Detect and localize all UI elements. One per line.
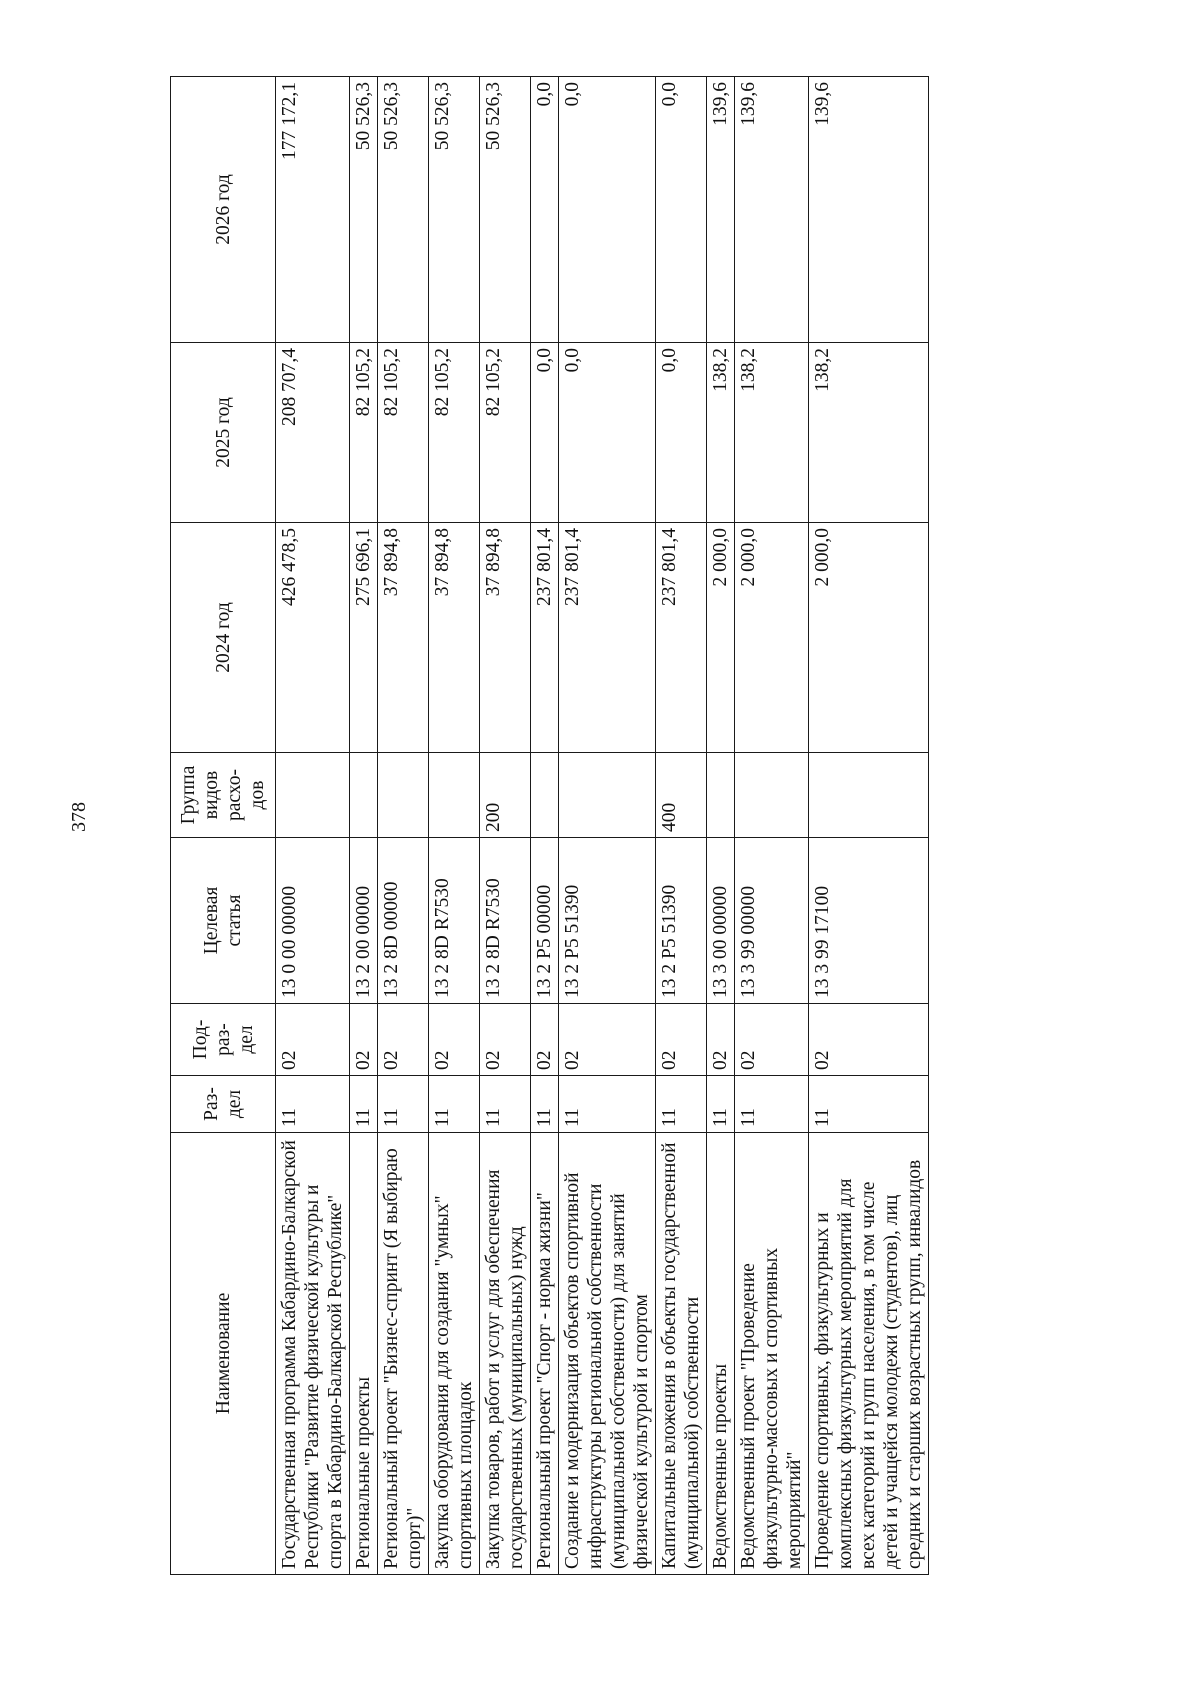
cell-2025: 82 105,2 <box>350 343 378 523</box>
cell-2025: 138,2 <box>707 343 735 523</box>
cell-group <box>735 753 809 838</box>
header-section: Раз- дел <box>171 1076 276 1133</box>
cell-group <box>531 753 559 838</box>
cell-2026: 50 526,3 <box>378 77 429 343</box>
cell-2024: 426 478,5 <box>276 523 350 753</box>
cell-section: 11 <box>350 1076 378 1133</box>
cell-name: Закупка оборудования для создания "умных" спортивных площадок <box>429 1133 480 1575</box>
cell-name: Ведомственные проекты <box>707 1133 735 1575</box>
cell-section: 11 <box>378 1076 429 1133</box>
cell-2024: 2 000,0 <box>735 523 809 753</box>
cell-target: 13 2 8D R7530 <box>480 838 531 1004</box>
table-row <box>707 77 735 1575</box>
cell-group: 400 <box>656 753 707 838</box>
cell-target: 13 3 00 00000 <box>707 838 735 1004</box>
cell-2026: 0,0 <box>559 77 656 343</box>
cell-subsection: 02 <box>350 1004 378 1076</box>
cell-2024: 37 894,8 <box>480 523 531 753</box>
table-row <box>480 77 531 1575</box>
cell-section: 11 <box>480 1076 531 1133</box>
table-row <box>429 77 480 1575</box>
table-row <box>531 77 559 1575</box>
cell-2026: 139,6 <box>707 77 735 343</box>
cell-target: 13 2 P5 51390 <box>656 838 707 1004</box>
cell-name: Региональный проект "Спорт - норма жизни" <box>531 1133 559 1575</box>
cell-2025: 82 105,2 <box>429 343 480 523</box>
rotated-table-container <box>170 75 1070 1575</box>
table-row <box>735 77 809 1575</box>
cell-2024: 37 894,8 <box>429 523 480 753</box>
cell-subsection: 02 <box>656 1004 707 1076</box>
cell-group <box>559 753 656 838</box>
cell-section: 11 <box>809 1076 929 1133</box>
cell-name: Региональный проект "Бизнес-спринт (Я выбираю спорт)" <box>378 1133 429 1575</box>
cell-subsection: 02 <box>276 1004 350 1076</box>
header-2024: 2024 год <box>171 523 276 753</box>
cell-target: 13 2 8D 00000 <box>378 838 429 1004</box>
table-row <box>276 77 350 1575</box>
header-group: Группа видов расхо- дов <box>171 753 276 838</box>
page-number: 378 <box>68 802 90 832</box>
cell-2024: 237 801,4 <box>559 523 656 753</box>
cell-2025: 208 707,4 <box>276 343 350 523</box>
table-row <box>350 77 378 1575</box>
cell-2026: 0,0 <box>531 77 559 343</box>
cell-2024: 2 000,0 <box>707 523 735 753</box>
cell-name: Капитальные вложения в объекты государственной (муниципальной) собственности <box>656 1133 707 1575</box>
cell-group <box>350 753 378 838</box>
cell-subsection: 02 <box>735 1004 809 1076</box>
cell-2026: 139,6 <box>735 77 809 343</box>
cell-target: 13 2 P5 51390 <box>559 838 656 1004</box>
cell-group <box>276 753 350 838</box>
cell-target: 13 3 99 00000 <box>735 838 809 1004</box>
cell-section: 11 <box>559 1076 656 1133</box>
cell-section: 11 <box>707 1076 735 1133</box>
cell-2024: 237 801,4 <box>656 523 707 753</box>
cell-name: Проведение спортивных, физкультурных и комплексных физкультурных мероприятий для всех категорий и групп населения, в том числе детей и учащейся молодежи (студентов), лиц средних и старших возрастных групп, инвалидов <box>809 1133 929 1575</box>
cell-2024: 237 801,4 <box>531 523 559 753</box>
header-2025: 2025 год <box>171 343 276 523</box>
cell-2026: 0,0 <box>656 77 707 343</box>
header-2026: 2026 год <box>171 77 276 343</box>
cell-2025: 82 105,2 <box>480 343 531 523</box>
cell-2025: 138,2 <box>809 343 929 523</box>
table-row <box>809 77 929 1575</box>
header-name: Наименование <box>171 1133 276 1575</box>
cell-group <box>707 753 735 838</box>
cell-subsection: 02 <box>707 1004 735 1076</box>
cell-group <box>378 753 429 838</box>
cell-2026: 50 526,3 <box>350 77 378 343</box>
cell-2024: 2 000,0 <box>809 523 929 753</box>
cell-section: 11 <box>531 1076 559 1133</box>
cell-target: 13 3 99 17100 <box>809 838 929 1004</box>
cell-name: Ведомственный проект "Проведение физкультурно-массовых и спортивных мероприятий" <box>735 1133 809 1575</box>
cell-subsection: 02 <box>531 1004 559 1076</box>
cell-subsection: 02 <box>480 1004 531 1076</box>
cell-section: 11 <box>429 1076 480 1133</box>
cell-2025: 0,0 <box>656 343 707 523</box>
cell-target: 13 2 00 00000 <box>350 838 378 1004</box>
table-row <box>559 77 656 1575</box>
cell-2026: 139,6 <box>809 77 929 343</box>
cell-2025: 0,0 <box>531 343 559 523</box>
header-target: Целевая статья <box>171 838 276 1004</box>
cell-2025: 0,0 <box>559 343 656 523</box>
cell-subsection: 02 <box>429 1004 480 1076</box>
cell-2024: 275 696,1 <box>350 523 378 753</box>
cell-2024: 37 894,8 <box>378 523 429 753</box>
cell-2025: 82 105,2 <box>378 343 429 523</box>
cell-name: Создание и модернизация объектов спортивной инфраструктуры региональной собственности (муниципальной собственности) для занятий физической культурой и спортом <box>559 1133 656 1575</box>
cell-group <box>809 753 929 838</box>
header-subsection: Под- раз- дел <box>171 1004 276 1076</box>
cell-name: Государственная программа Кабардино-Балкарской Республики "Развитие физической культуры и спорта в Кабардино-Балкарской Республике" <box>276 1133 350 1575</box>
table-row <box>378 77 429 1575</box>
budget-table <box>170 76 929 1575</box>
cell-target: 13 2 P5 00000 <box>531 838 559 1004</box>
cell-2025: 138,2 <box>735 343 809 523</box>
cell-subsection: 02 <box>378 1004 429 1076</box>
cell-2026: 50 526,3 <box>480 77 531 343</box>
cell-2026: 50 526,3 <box>429 77 480 343</box>
cell-group <box>429 753 480 838</box>
cell-subsection: 02 <box>559 1004 656 1076</box>
cell-section: 11 <box>656 1076 707 1133</box>
cell-section: 11 <box>276 1076 350 1133</box>
table-row <box>656 77 707 1575</box>
cell-subsection: 02 <box>809 1004 929 1076</box>
cell-target: 13 0 00 00000 <box>276 838 350 1004</box>
cell-2026: 177 172,1 <box>276 77 350 343</box>
cell-name: Региональные проекты <box>350 1133 378 1575</box>
cell-target: 13 2 8D R7530 <box>429 838 480 1004</box>
table-header-row <box>171 77 276 1575</box>
cell-name: Закупка товаров, работ и услуг для обеспечения государственных (муниципальных) нужд <box>480 1133 531 1575</box>
cell-section: 11 <box>735 1076 809 1133</box>
cell-group: 200 <box>480 753 531 838</box>
